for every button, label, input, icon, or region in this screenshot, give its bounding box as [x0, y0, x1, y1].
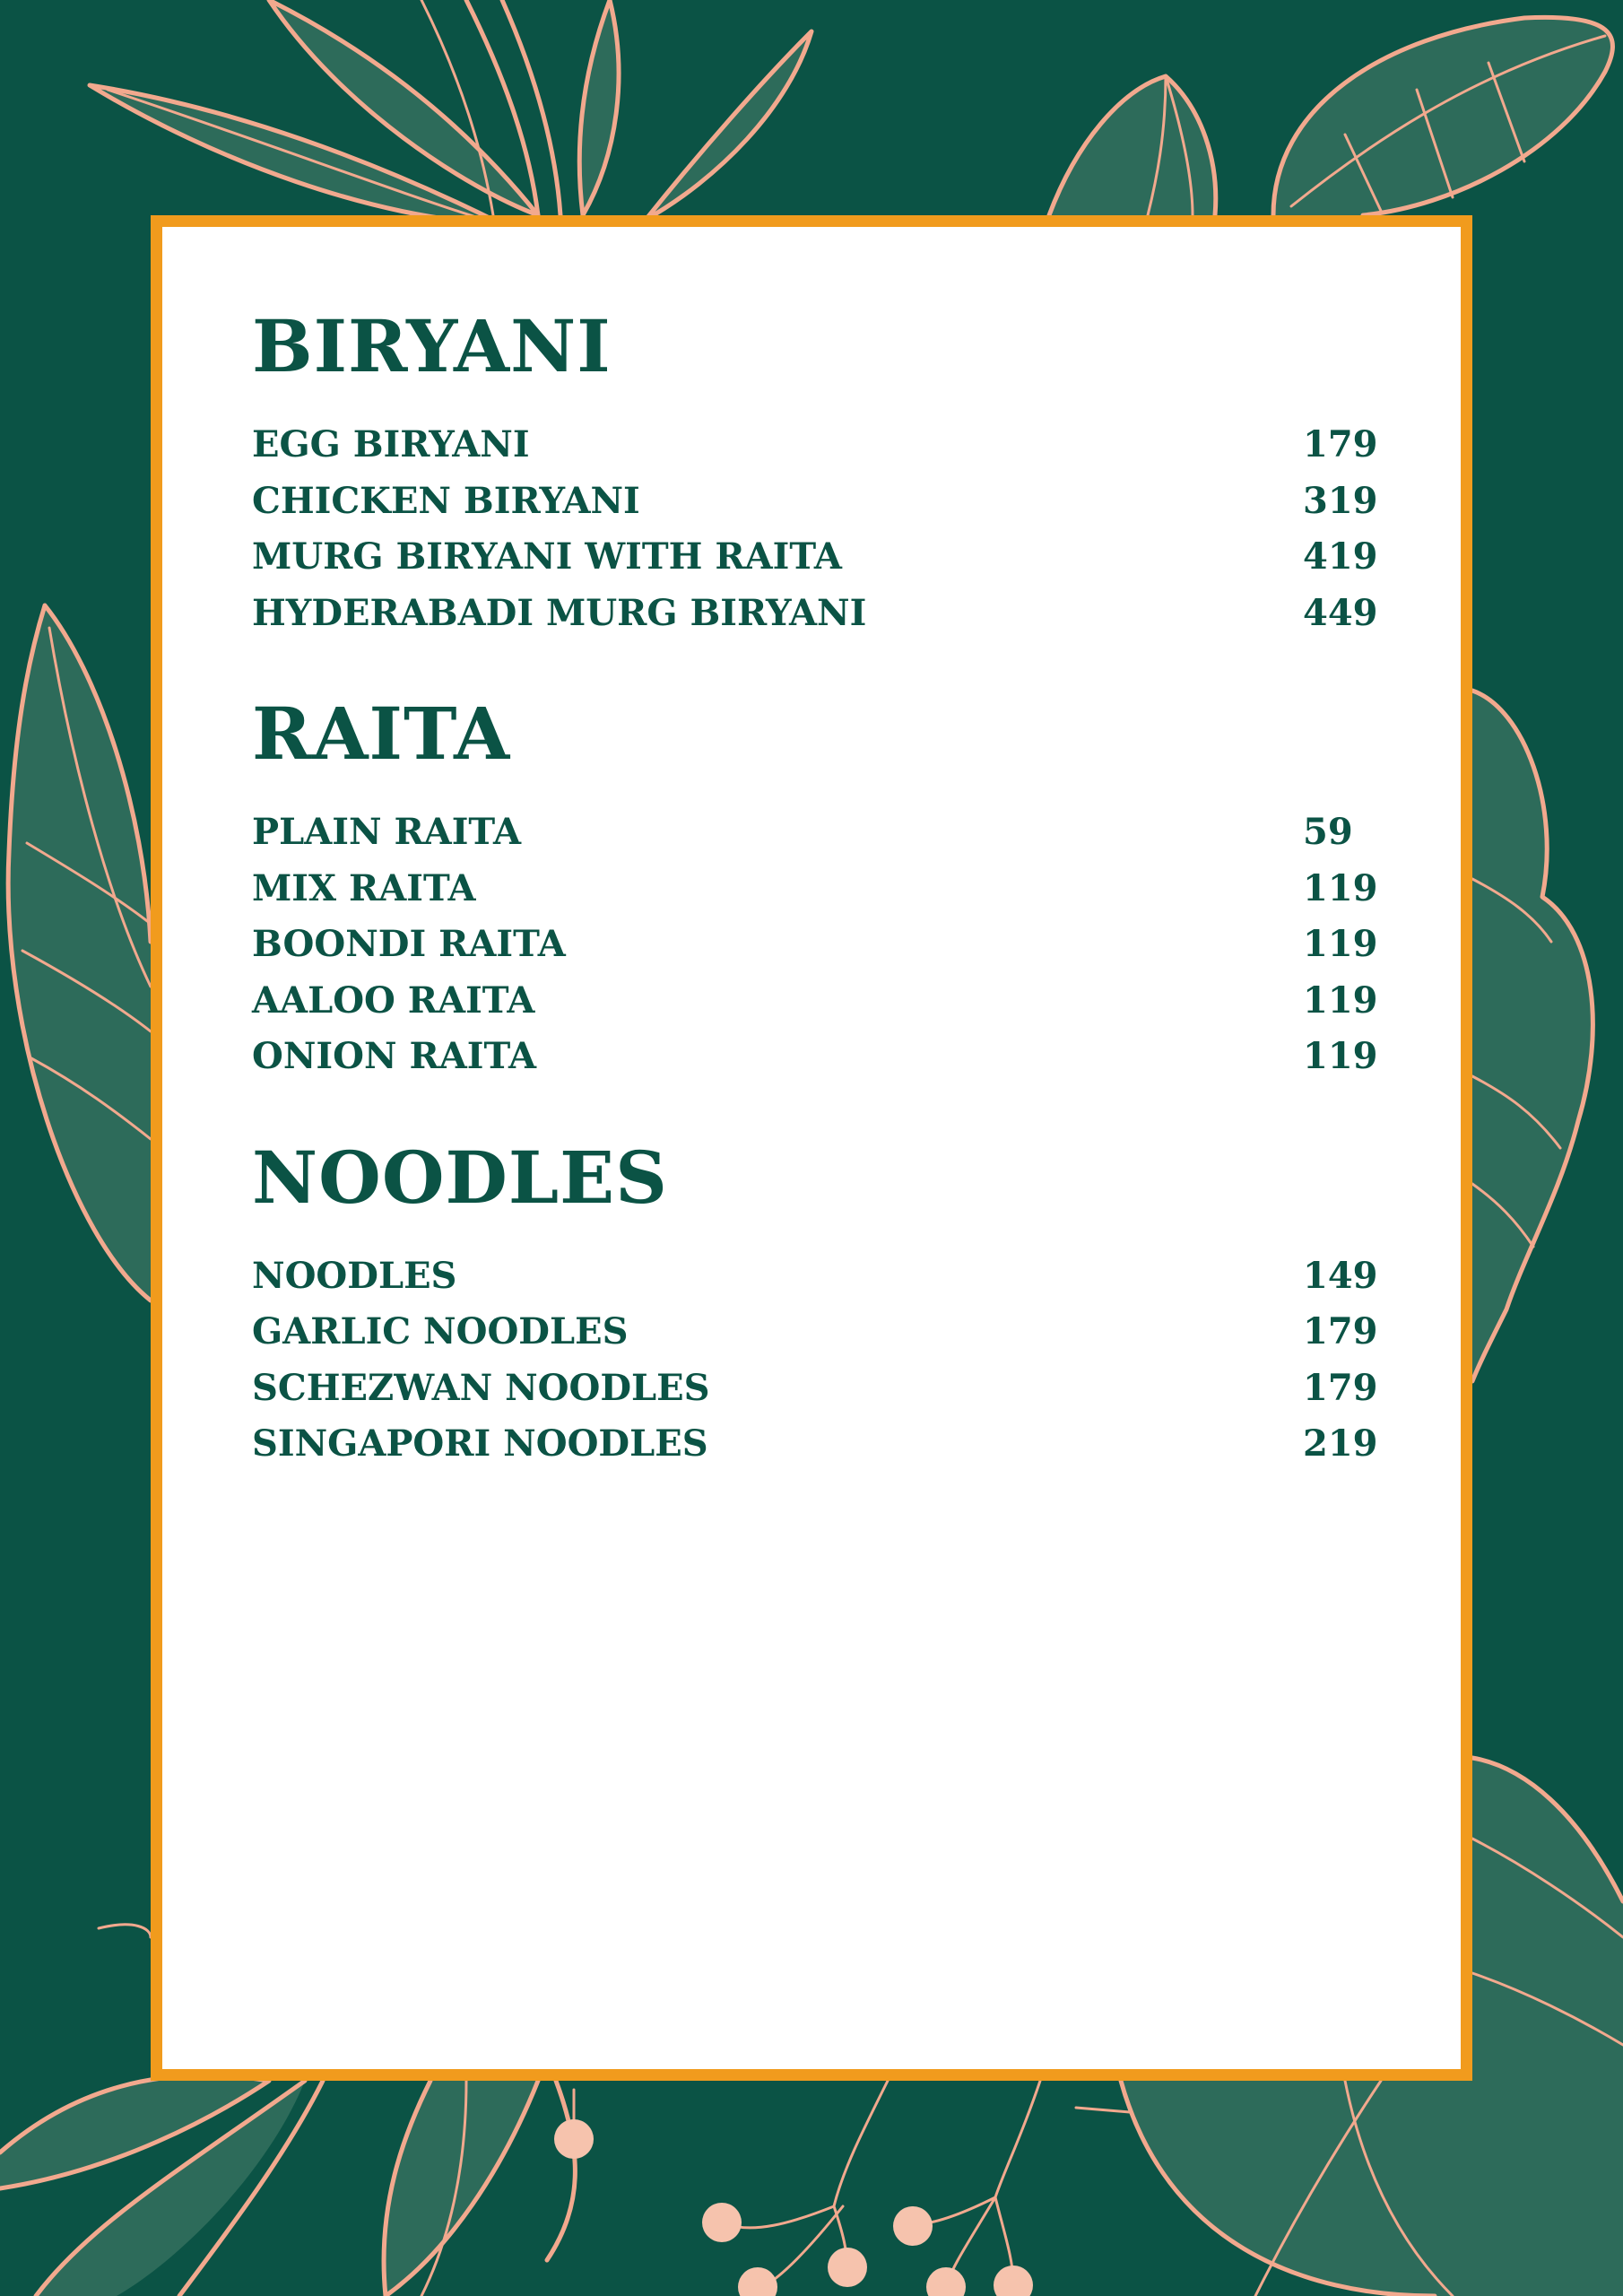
- menu-item: [252, 1361, 1382, 1417]
- item-price: 319: [1303, 479, 1378, 522]
- item-price: 179: [1303, 1310, 1378, 1352]
- item-price: 119: [1303, 978, 1378, 1022]
- left-leaf: [8, 605, 151, 1300]
- menu-item: [252, 1416, 1382, 1473]
- menu-list: [252, 297, 1382, 1516]
- item-name: MIX RAITA: [252, 866, 476, 909]
- menu-item: [252, 529, 1382, 586]
- item-price: 419: [1303, 535, 1378, 578]
- menu-item: [252, 973, 1382, 1030]
- menu-item: [252, 861, 1382, 918]
- item-price: 449: [1303, 591, 1378, 634]
- item-name: BOONDI RAITA: [252, 923, 566, 965]
- menu-item: [252, 417, 1382, 474]
- section-biryani: [252, 297, 1382, 641]
- item-price: 119: [1303, 1035, 1378, 1077]
- menu-card: [151, 215, 1472, 2081]
- section-title: RAITA: [252, 691, 511, 776]
- item-name: AALOO RAITA: [252, 978, 535, 1022]
- section-title: BIRYANI: [252, 304, 612, 388]
- item-name: SINGAPORI NOODLES: [252, 1422, 708, 1465]
- menu-item: [252, 917, 1382, 973]
- item-name: PLAIN RAITA: [252, 811, 522, 853]
- item-price: 59: [1303, 811, 1353, 853]
- item-name: GARLIC NOODLES: [252, 1310, 629, 1352]
- item-name: SCHEZWAN NOODLES: [252, 1366, 710, 1409]
- menu-item: [252, 474, 1382, 530]
- menu-item: [252, 1029, 1382, 1085]
- item-price: 119: [1303, 923, 1378, 965]
- item-price: 219: [1303, 1422, 1378, 1465]
- item-name: NOODLES: [252, 1254, 457, 1297]
- menu-item: [252, 1304, 1382, 1361]
- top-left-leaves: [90, 0, 812, 224]
- section-noodles: [252, 1128, 1382, 1473]
- top-right-leaves: [1049, 17, 1612, 215]
- right-leaf: [1472, 691, 1593, 1381]
- item-price: 119: [1303, 866, 1378, 909]
- section-title: NOODLES: [252, 1135, 668, 1220]
- item-name: HYDERABADI MURG BIRYANI: [252, 591, 867, 634]
- item-price: 179: [1303, 423, 1378, 465]
- item-name: CHICKEN BIRYANI: [252, 479, 640, 522]
- item-name: ONION RAITA: [252, 1035, 537, 1077]
- menu-item: [252, 586, 1382, 642]
- section-raita: [252, 684, 1382, 1085]
- menu-item: [252, 1248, 1382, 1305]
- berry-stems: [554, 2081, 1130, 2296]
- item-name: EGG BIRYANI: [252, 423, 530, 465]
- menu-item: [252, 804, 1382, 861]
- item-name: MURG BIRYANI WITH RAITA: [252, 535, 842, 578]
- item-price: 149: [1303, 1254, 1378, 1297]
- item-price: 179: [1303, 1366, 1378, 1409]
